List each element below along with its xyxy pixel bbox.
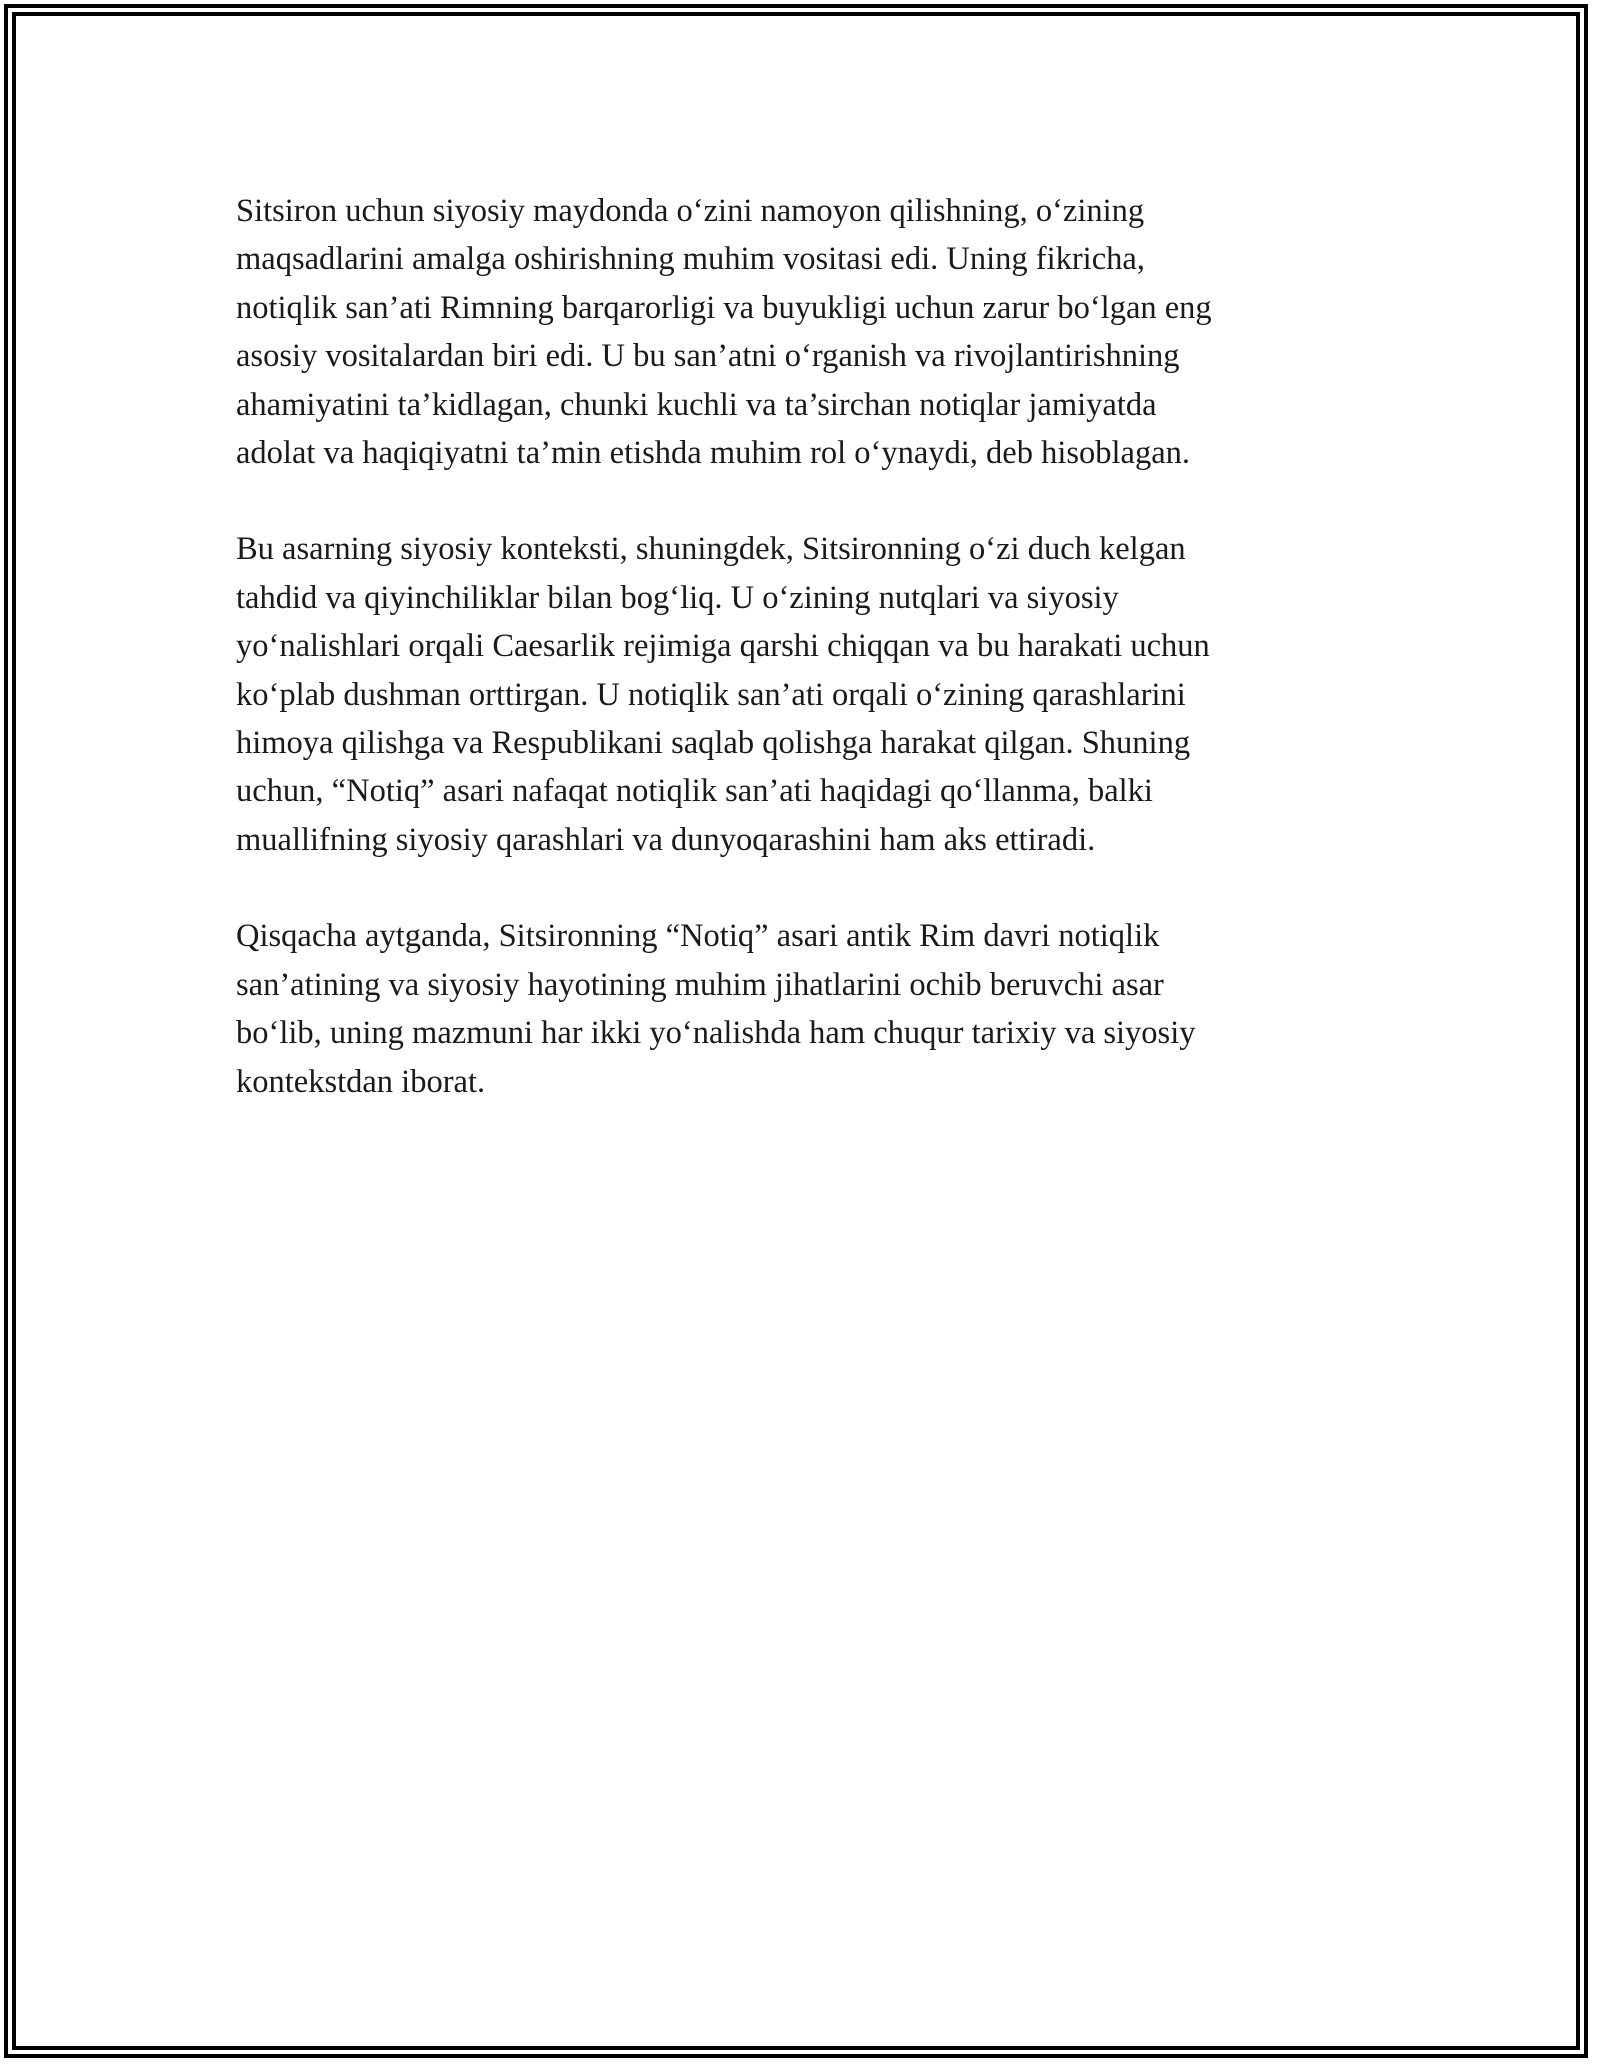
- text-line: notiqlik san’ati Rimning barqarorligi va buyukligi uchun zarur bo‘lgan eng: [236, 289, 1212, 326]
- text-line: ko‘plab dushman orttirgan. U notiqlik san’ati orqali o‘zining qarashlarini: [236, 676, 1186, 713]
- text-line: san’atining va siyosiy hayotining muhim jihatlarini ochib beruvchi asar: [236, 966, 1164, 1003]
- document-body: [236, 187, 1386, 1154]
- text-line: asosiy vositalardan biri edi. U bu san’atni o‘rganish va rivojlantirishning: [236, 338, 1180, 375]
- paragraph-2: [236, 525, 1386, 864]
- paragraph-3: [236, 912, 1386, 1106]
- text-line: maqsadlarini amalga oshirishning muhim vositasi edi. Uning fikricha,: [236, 241, 1145, 278]
- paragraph-1: [236, 187, 1386, 477]
- text-line: yo‘nalishlari orqali Caesarlik rejimiga qarshi chiqqan va bu harakati uchun: [236, 628, 1210, 665]
- text-line: tahdid va qiyinchiliklar bilan bog‘liq. U o‘zining nutqlari va siyosiy: [236, 579, 1119, 616]
- text-line: uchun, “Notiq” asari nafaqat notiqlik san’ati haqidagi qo‘llanma, balki: [236, 773, 1153, 810]
- text-line: bo‘lib, uning mazmuni har ikki yo‘nalishda ham chuqur tarixiy va siyosiy: [236, 1015, 1196, 1052]
- text-line: Sitsiron uchun siyosiy maydonda o‘zini namoyon qilishning, o‘zining: [236, 193, 1145, 229]
- text-line: himoya qilishga va Respublikani saqlab qolishga harakat qilgan. Shuning: [236, 725, 1191, 762]
- text-line: ahamiyatini ta’kidlagan, chunki kuchli va ta’sirchan notiqlar jamiyatda: [236, 386, 1157, 423]
- text-line: kontekstdan iborat.: [236, 1063, 486, 1100]
- text-line: muallifning siyosiy qarashlari va dunyoqarashini ham aks ettiradi.: [236, 821, 1096, 858]
- text-line: adolat va haqiqiyatni ta’min etishda muhim rol o‘ynaydi, deb hisoblagan.: [236, 435, 1191, 472]
- text-line: Qisqacha aytganda, Sitsironning “Notiq” asari antik Rim davri notiqlik: [236, 918, 1160, 955]
- text-line: Bu asarning siyosiy konteksti, shuningdek, Sitsironning o‘zi duch kelgan: [236, 531, 1186, 568]
